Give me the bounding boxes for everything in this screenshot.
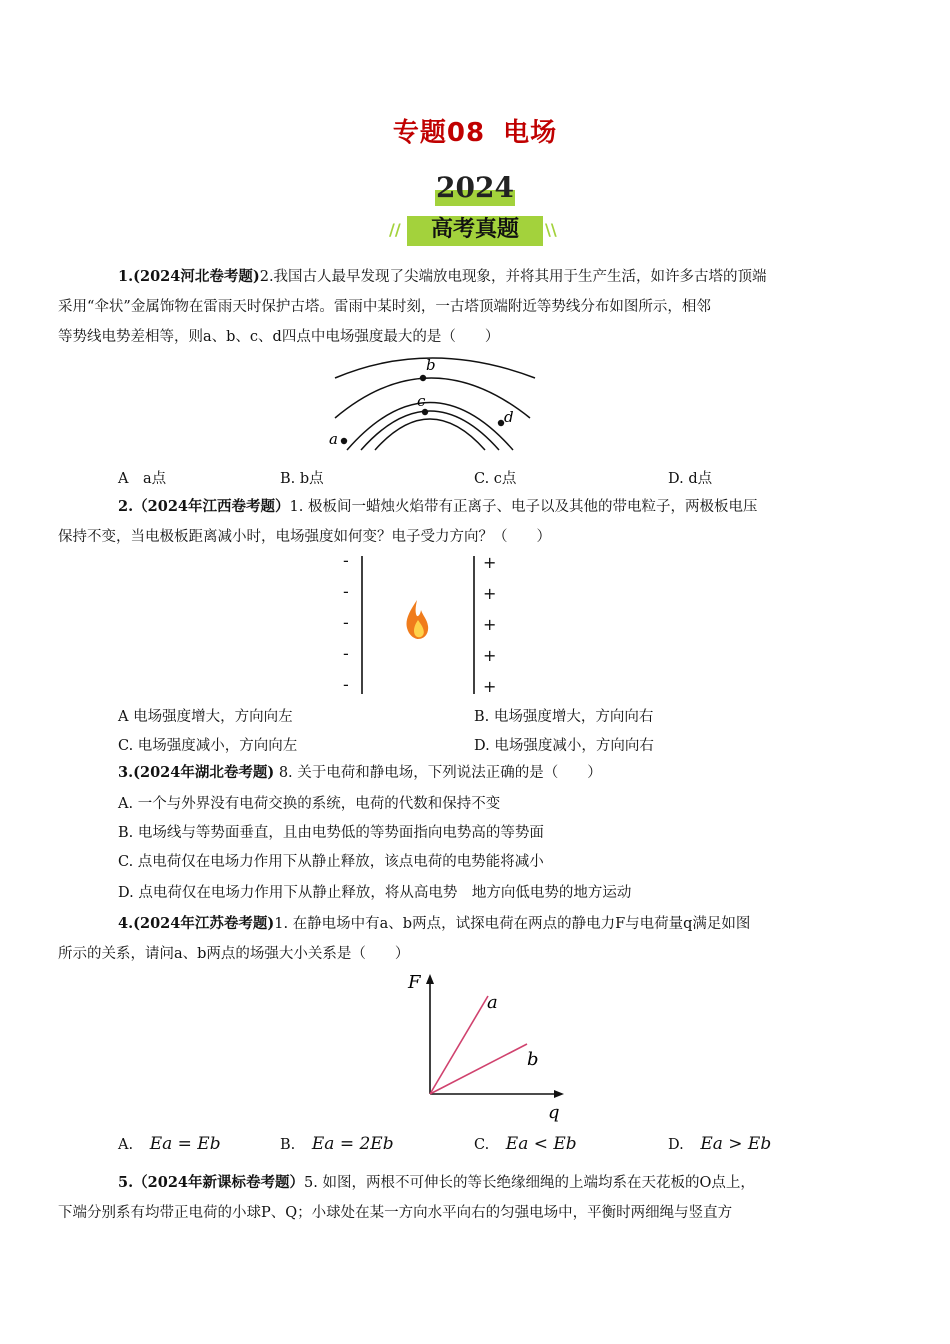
axis-label-f: F (408, 972, 421, 993)
question-1-source: 1.(2024河北卷考题) (118, 268, 260, 285)
question-2-text (58, 492, 868, 552)
minus-sign: - (343, 644, 349, 663)
label-b: b (426, 356, 436, 374)
plus-sign: + (483, 615, 497, 634)
plus-sign: + (483, 584, 497, 603)
title-topic-name: 电场 (503, 118, 558, 148)
q2-option-a[interactable]: A 电场强度增大，方向向左 (118, 709, 293, 725)
question-1-text (58, 262, 868, 352)
q3-option-d[interactable]: D. 点电荷仅在电场力作用下从静止释放，将从高电势 地方向低电势的地方运动 (118, 885, 632, 901)
capacitor-figure (335, 550, 505, 700)
q4-option-d[interactable] (668, 1133, 771, 1156)
equipotential-line-4 (361, 411, 499, 450)
question-2-line-1: 1. 极板间一蜡烛火焰带有正离子、电子以及其他的带电粒子，两极板电压 (289, 499, 758, 515)
minus-sign: - (343, 613, 349, 632)
q4-option-c[interactable] (474, 1133, 577, 1156)
q4-option-a-letter: A. (118, 1137, 134, 1153)
q4-option-c-letter: C. (474, 1137, 490, 1153)
axis-label-q: q (548, 1102, 560, 1123)
question-5-line-2: 下端分别系有均带正电荷的小球P、Q；小球处在某一方向水平向右的匀强电场中，平衡时两细绳与竖直方 (58, 1205, 733, 1221)
minus-sign: - (343, 582, 349, 601)
question-2-source: 2.（2024年江西卷考题） (118, 498, 290, 515)
point-b (420, 375, 426, 381)
question-1-line-1: 2.我国古人最早发现了尖端放电现象，并将其用于生产生活，如许多古塔的顶端 (259, 269, 767, 285)
title-topic-number: 专题08 (392, 118, 486, 148)
label-c: c (417, 392, 426, 410)
minus-sign: - (343, 675, 349, 694)
q2-option-c[interactable]: C. 电场强度减小，方向向左 (118, 738, 298, 754)
plus-sign: + (483, 646, 497, 665)
q1-option-a[interactable]: A a点 (118, 471, 167, 487)
question-3-text (88, 758, 868, 788)
minus-sign: - (343, 551, 349, 570)
q4-option-c-formula: Ea < Eb (505, 1134, 577, 1154)
question-3-source: 3.(2024年湖北卷考题) (118, 764, 275, 781)
label-d: d (504, 408, 514, 426)
q4-option-b[interactable] (280, 1133, 394, 1156)
banner-label: 高考真题 (430, 217, 519, 242)
point-a (341, 438, 347, 444)
q1-option-c[interactable]: C. c点 (474, 471, 517, 487)
question-4-text (58, 909, 868, 969)
question-5-line-1: 5. 如图，两根不可伸长的等长绝缘细绳的上端均系在天花板的O点上， (304, 1175, 755, 1191)
q4-option-d-letter: D. (668, 1137, 684, 1153)
question-4-line-2: 所示的关系，请问a、b两点的场强大小关系是（ ） (58, 946, 410, 962)
question-3-line-1: 8. 关于电荷和静电场，下列说法正确的是（ ） (274, 765, 602, 781)
equipotential-figure (320, 350, 540, 460)
q4-option-b-formula: Ea = 2Eb (311, 1134, 394, 1154)
slash-decoration-right: \\ (545, 220, 557, 239)
year-banner (385, 170, 565, 250)
force-charge-graph (400, 970, 580, 1125)
banner-year: 2024 (436, 171, 514, 204)
question-1-line-2: 采用“伞状”金属饰物在雷雨天时保护古塔。雷雨中某时刻，一古塔顶端附近等势线分布如图所示，相邻 (58, 299, 711, 315)
question-1-line-3: 等势线电势差相等，则a、b、c、d四点中电场强度最大的是（ ） (58, 329, 500, 345)
y-axis-arrow (426, 974, 434, 984)
q4-option-b-letter: B. (280, 1137, 296, 1153)
line-label-b: b (527, 1049, 539, 1070)
x-axis-arrow (554, 1090, 564, 1098)
q1-option-b[interactable]: B. b点 (280, 471, 324, 487)
plus-sign: + (483, 677, 497, 696)
label-a: a (329, 430, 338, 448)
q4-option-d-formula: Ea > Eb (700, 1134, 772, 1154)
question-2-line-2: 保持不变，当电极板距离减小时，电场强度如何变？电子受力方向？（ ） (58, 529, 551, 545)
page-title (0, 112, 950, 149)
question-5-source: 5.（2024年新课标卷考题） (118, 1174, 304, 1191)
plus-sign: + (483, 553, 497, 572)
q2-option-b[interactable]: B. 电场强度增大，方向向右 (474, 709, 654, 725)
equipotential-line-3 (347, 403, 513, 451)
q3-option-b[interactable]: B. 电场线与等势面垂直，且由电势低的等势面指向电势高的等势面 (118, 825, 544, 841)
q1-option-d[interactable]: D. d点 (668, 471, 713, 487)
equipotential-line-2 (335, 378, 530, 418)
q3-option-c[interactable]: C. 点电荷仅在电场力作用下从静止释放，该点电荷的电势能将减小 (118, 854, 544, 870)
question-4-line-1: 1. 在静电场中有a、b两点，试探电荷在两点的静电力F与电荷量q满足如图 (274, 916, 751, 932)
q2-option-d[interactable]: D. 电场强度减小，方向向右 (474, 738, 654, 754)
q4-option-a[interactable] (118, 1133, 221, 1156)
candle-flame-icon (406, 600, 428, 639)
q4-option-a-formula: Ea = Eb (149, 1134, 221, 1154)
question-5-text (58, 1168, 868, 1228)
slash-decoration-left: // (389, 220, 401, 239)
line-label-a: a (487, 992, 498, 1013)
question-4-source: 4.(2024年江苏卷考题) (118, 915, 275, 932)
q3-option-a[interactable]: A. 一个与外界没有电荷交换的系统，电荷的代数和保持不变 (118, 796, 501, 812)
